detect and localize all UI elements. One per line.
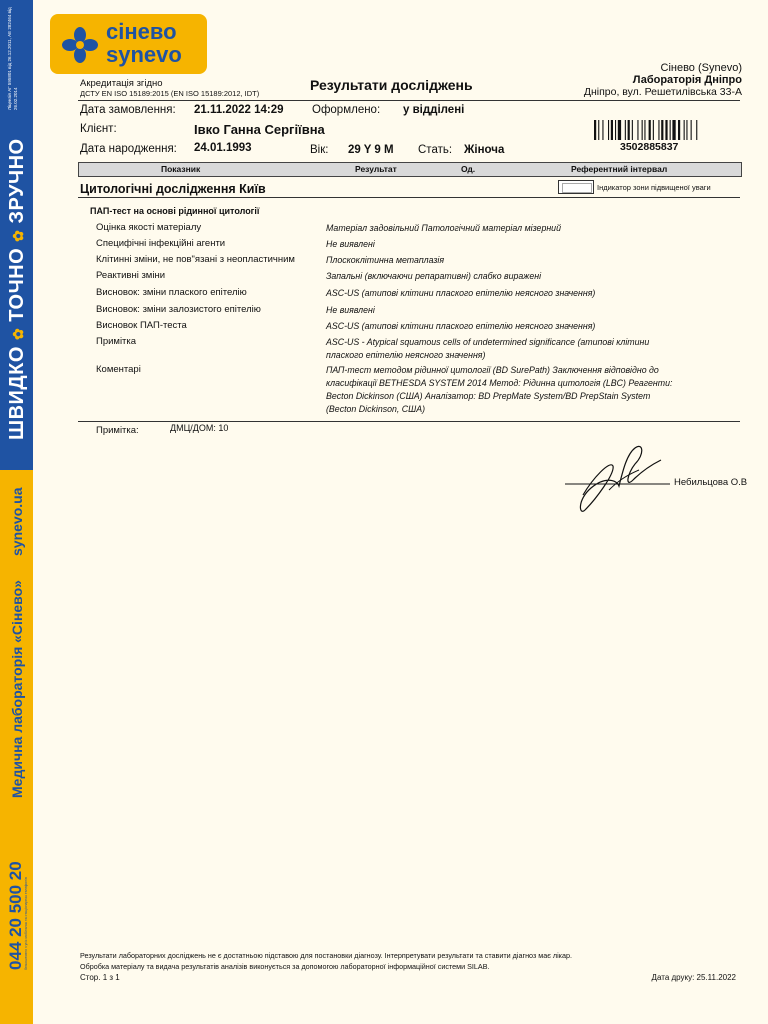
barcode-bar bbox=[644, 120, 645, 140]
barcode-bar bbox=[684, 120, 685, 140]
row-label: Висновок ПАП-теста bbox=[96, 320, 187, 331]
row-value-line: класифікації BETHESDA SYSTEM 2014 Метод: Рідинна цитологія (LBC) Реагенти: bbox=[326, 378, 673, 388]
row-value-line: плаского епітелію неясного значення) bbox=[326, 350, 486, 360]
row-value: Не виявлені bbox=[326, 305, 375, 315]
col-indicator: Показник bbox=[161, 164, 201, 174]
slogan-word-2: ТОЧНО bbox=[6, 247, 28, 322]
order-date: 21.11.2022 14:29 bbox=[194, 104, 284, 116]
disclaimer-line-1: Результати лабораторних досліджень не є достатньою підставою для постановки діагнозу. Інтерпретувати результати та ставити діагноз має лікар. bbox=[80, 951, 572, 960]
license-text: Ліцензія АГ 595801 від 26.12.2011, АЕ 282464 від 26.02.2014 bbox=[7, 7, 18, 110]
print-date: Дата друку: 25.11.2022 bbox=[651, 973, 736, 982]
barcode-bar bbox=[670, 120, 671, 140]
row-label: Висновок: зміни залозистого епітелію bbox=[96, 304, 261, 315]
flower-logo-icon bbox=[62, 27, 98, 63]
phone-note: безкоштовно з усіх мобільних та стаціонарних телефонів bbox=[24, 877, 28, 970]
row-label: Специфічні інфекційні агенти bbox=[96, 238, 226, 249]
barcode-bar bbox=[637, 120, 638, 140]
page-number: Стор. 1 з 1 bbox=[80, 973, 120, 982]
synevo-logo bbox=[50, 14, 207, 74]
row-value-line: ПАП-тест методом рідинної цитології (BD SurePath) Заключення відповідно до bbox=[326, 365, 659, 375]
slogan bbox=[6, 138, 29, 440]
signatory-name: Небильцова О.В bbox=[674, 477, 748, 488]
barcode-bar bbox=[696, 120, 697, 140]
barcode-bar bbox=[602, 120, 603, 140]
page-title: Результати досліджень bbox=[310, 77, 473, 93]
barcode-bar bbox=[615, 120, 616, 140]
sidebar-yellow-band bbox=[0, 470, 33, 1024]
barcode-bar bbox=[686, 120, 687, 140]
row-label: Коментарі bbox=[96, 364, 141, 375]
order-date-label: Дата замовлення: bbox=[80, 104, 176, 116]
row-value-line: Becton Dickinson (США) Аналізатор: BD PrepMate System/BD PrepStain System bbox=[326, 391, 651, 401]
sex-label: Стать: bbox=[418, 144, 453, 156]
barcode-bar bbox=[653, 120, 654, 140]
header-divider bbox=[78, 100, 740, 101]
sex-value: Жіноча bbox=[464, 144, 505, 156]
barcode-bar bbox=[618, 120, 621, 140]
row-value: Матеріал задовільний Патологічний матеріал мізерний bbox=[326, 223, 561, 233]
row-label: Реактивні зміни bbox=[96, 270, 166, 281]
note-label: Примітка: bbox=[96, 425, 139, 436]
row-value: Запальні (включаючи репаративні) слабко виражені bbox=[326, 271, 542, 281]
section-divider bbox=[78, 197, 740, 198]
processed-label: Оформлено: bbox=[312, 104, 381, 116]
col-unit: Од. bbox=[461, 164, 476, 174]
lab-name: Медична лабораторія «Сінево» bbox=[9, 580, 25, 798]
lab-name-line: Сінево (Synevo) bbox=[660, 62, 742, 74]
disclaimer-line-2: Обробка матеріалу та видача результатів аналізів виконується за допомогою лабораторної інформаційної системи SILAB. bbox=[80, 962, 490, 971]
accreditation-line-2: ДСТУ EN ISO 15189:2015 (EN ISO 15189:2012, IDT) bbox=[80, 89, 260, 98]
barcode-bar bbox=[658, 120, 659, 140]
attention-indicator-box bbox=[558, 180, 594, 194]
age-value: 29 Y 9 M bbox=[348, 144, 394, 156]
row-label: Оцінка якості матеріалу bbox=[96, 222, 202, 233]
barcode-bar bbox=[628, 120, 630, 140]
barcode bbox=[594, 120, 730, 140]
rows-divider bbox=[78, 421, 740, 422]
barcode-bar bbox=[649, 120, 651, 140]
flower-icon: ✿ bbox=[10, 229, 26, 242]
barcode-bar bbox=[665, 120, 667, 140]
results-table-header bbox=[78, 162, 742, 177]
client-name: Івко Ганна Сергіївна bbox=[194, 122, 325, 137]
barcode-bar bbox=[678, 120, 680, 140]
barcode-bar bbox=[632, 120, 633, 140]
col-reference: Референтний інтервал bbox=[571, 164, 668, 174]
row-value-line: ASC-US - Atypical squamous cells of undetermined significance (атипові клітини bbox=[326, 337, 650, 347]
barcode-bar bbox=[691, 120, 692, 140]
barcode-bar bbox=[608, 120, 609, 140]
note-value: ДМЦ/ДОМ: 10 bbox=[170, 423, 229, 433]
signature-image bbox=[565, 440, 675, 515]
barcode-bar bbox=[594, 120, 596, 140]
subsection-title: ПАП-тест на основі рідинної цитології bbox=[90, 206, 260, 216]
birth-date: 24.01.1993 bbox=[194, 142, 252, 154]
slogan-word-3: ЗРУЧНО bbox=[6, 138, 28, 224]
flower-icon: ✿ bbox=[10, 327, 26, 340]
row-value-line: (Becton Dickinson, США) bbox=[326, 404, 426, 414]
barcode-bar bbox=[642, 120, 643, 140]
barcode-bar bbox=[598, 120, 599, 140]
logo-text-latin: synevo bbox=[106, 42, 182, 67]
lab-address: Дніпро, вул. Решетилівська 33-А bbox=[583, 86, 742, 98]
processed-value: у відділені bbox=[403, 104, 465, 116]
section-title: Цитологічні дослідження Київ bbox=[80, 182, 266, 196]
barcode-bar bbox=[611, 120, 613, 140]
col-result: Результат bbox=[355, 164, 397, 174]
row-value: ASC-US (атипові клітини плаского епітелію неясного значення) bbox=[326, 288, 596, 298]
birth-date-label: Дата народження: bbox=[80, 143, 177, 155]
accreditation-line-1: Акредитація згідно bbox=[80, 78, 163, 89]
row-label: Висновок: зміни плаского епітелію bbox=[96, 287, 247, 298]
attention-legend: Індикатор зони підвищеної уваги bbox=[597, 183, 711, 192]
slogan-word-1: ШВИДКО bbox=[6, 346, 28, 440]
barcode-number: 3502885837 bbox=[620, 141, 679, 153]
row-label: Клітинні зміни, не пов"язані з неопластичним bbox=[96, 254, 295, 265]
lab-branch: Лабораторія Дніпро bbox=[632, 74, 742, 86]
barcode-bar bbox=[672, 120, 675, 140]
website-link[interactable]: synevo.ua bbox=[9, 487, 25, 556]
row-value: Плоскоклітинна метаплазія bbox=[326, 255, 445, 265]
logo-text-cyrillic: сінево bbox=[106, 19, 177, 44]
client-label: Клієнт: bbox=[80, 123, 117, 135]
row-label: Примітка bbox=[96, 336, 137, 347]
barcode-bar bbox=[625, 120, 626, 140]
phone-number[interactable]: 044 20 500 20 bbox=[6, 861, 25, 970]
barcode-bar bbox=[661, 120, 663, 140]
row-value: Не виявлені bbox=[326, 239, 375, 249]
row-value: ASC-US (атипові клітини плаского епітелію неясного значення) bbox=[326, 321, 596, 331]
age-label: Вік: bbox=[310, 144, 329, 156]
